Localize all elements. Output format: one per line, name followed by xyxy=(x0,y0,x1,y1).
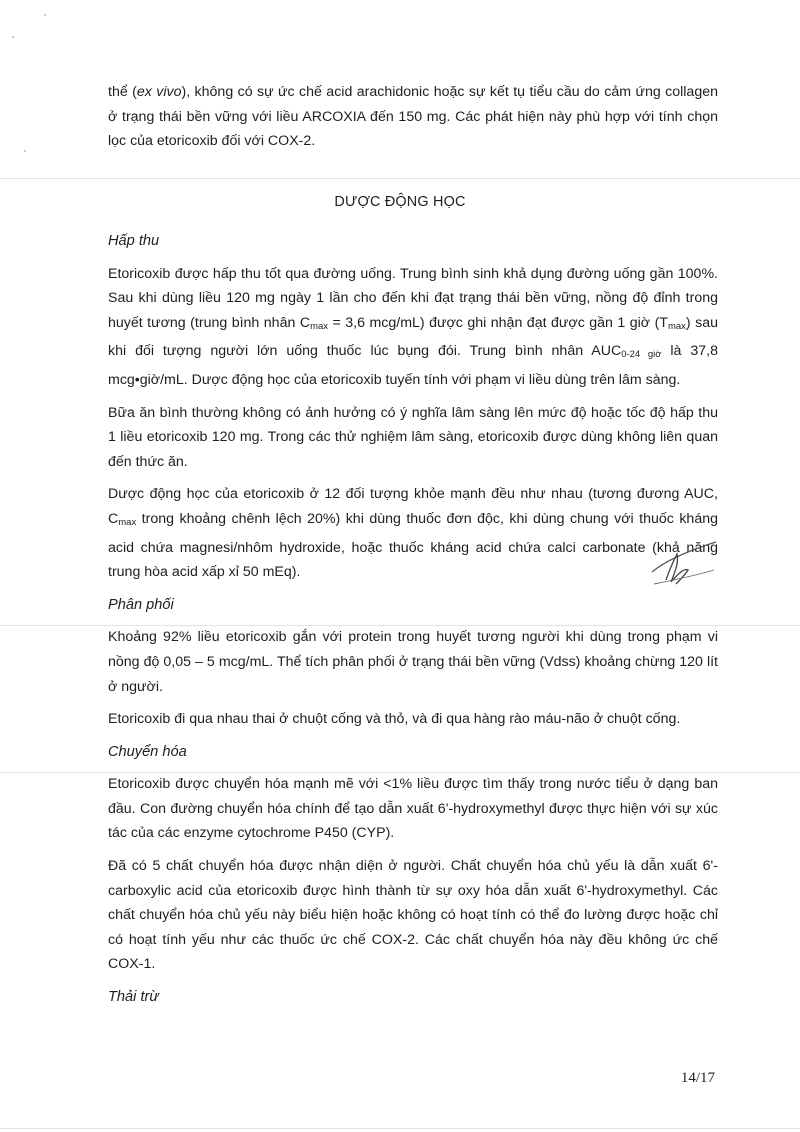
metabolism-paragraph-2: Đã có 5 chất chuyển hóa được nhận diện ở người. Chất chuyển hóa chủ yếu là dẫn xuất 6'-carboxylic acid của etoricoxib được hình thành từ sự oxy hóa dẫn xuất 6'-hydroxymethyl. Các chất chuyển hóa chủ yếu này biểu hiện hoặc không có hoạt tính có thể đo lường được hoặc chỉ có hoạt tính yếu như các thuốc ức chế COX-2. Các chất chuyển hóa này đều không ức chế COX-1. xyxy=(108,858,718,973)
absorption-paragraph-3 xyxy=(108,482,718,584)
subscript-max: max xyxy=(310,320,329,332)
scan-speck xyxy=(44,14,46,16)
absorption-text-b: = 3,6 mcg/mL) được ghi nhận đạt được gần 1 giờ (T xyxy=(328,314,668,331)
distribution-paragraph-2: Etoricoxib đi qua nhau thai ở chuột cống và thỏ, và đi qua hàng rào máu-não ở chuột cống. xyxy=(108,711,681,728)
subscript-max: max xyxy=(118,516,137,528)
scan-line xyxy=(0,178,800,179)
intro-text-end: ), không có sự ức chế acid arachidonic hoặc sự kết tụ tiểu cầu do cảm ứng collagen ở trạng thái bền vững với liều ARCOXIA đến 150 mg. Các phát hiện này phù hợp với tính chọn lọc của etoricoxib đối với COX-2. xyxy=(108,84,718,150)
metabolism-paragraph-1: Etoricoxib được chuyển hóa mạnh mẽ với <1% liều được tìm thấy trong nước tiểu ở dạng ban đầu. Con đường chuyển hóa chính để tạo dẫn xuất 6'-hydroxymethyl được thực hiện với sự xúc tác của các enzyme cytochrome P450 (CYP). xyxy=(108,776,718,842)
intro-block xyxy=(108,80,718,162)
absorption-p3-text-a: Dược động học của etoricoxib ở 12 đối tượng khỏe mạnh đều như nhau (tương đương AUC, C xyxy=(108,486,718,527)
section-title: DƯỢC ĐỘNG HỌC xyxy=(334,194,466,210)
distribution-paragraph-1: Khoảng 92% liều etoricoxib gắn với protein trong huyết tương người khi dùng trong phạm vi nồng độ 0,05 – 5 mcg/mL. Thể tích phân phối ở trạng thái bền vững (Vdss) khoảng chừng 120 lít ở người. xyxy=(108,629,718,695)
absorption-text-c: ) sau khi đối tượng người lớn uống thuốc lúc bụng đói. Trung bình nhân AUC xyxy=(108,314,718,360)
scan-speck xyxy=(12,36,14,38)
absorption-text-a: Etoricoxib được hấp thu tốt qua đường uống. Trung bình sinh khả dụng đường uống gần 100%. Sau khi dùng liều 120 mg ngày 1 lần cho đến khi đạt trạng thái bền vững, nồng độ đỉnh trong huyết tương (trung bình nhân C xyxy=(108,265,718,331)
intro-text-start: thể ( xyxy=(108,84,137,100)
page-number: 14/17 xyxy=(680,1070,715,1086)
subscript-auc-range: 0-24 giờ xyxy=(621,349,662,361)
heading-elimination: Thải trừ xyxy=(108,989,159,1006)
absorption-paragraph-1 xyxy=(108,262,718,393)
intro-paragraph xyxy=(108,80,718,154)
intro-italic-term: ex vivo xyxy=(136,84,182,100)
subscript-max: max xyxy=(667,320,686,332)
absorption-p3-text-b: trong khoảng chênh lệch 20%) khi dùng thuốc đơn độc, khi dùng chung với thuốc kháng acid chứa magnesi/nhôm hydroxide, hoặc thuốc kháng acid chứa calci carbonate (khả năng trung hòa acid xấp xỉ 50 mEq). xyxy=(108,510,718,581)
main-content xyxy=(108,229,718,1018)
handwritten-signature-mark xyxy=(644,540,734,590)
scan-speck xyxy=(24,150,26,152)
absorption-paragraph-2: Bữa ăn bình thường không có ảnh hưởng có ý nghĩa lâm sàng lên mức độ hoặc tốc độ hấp thu 1 liều etoricoxib 120 mg. Trong các thử nghiệm lâm sàng, etoricoxib được dùng không liên quan đến thức ăn. xyxy=(108,404,718,470)
scan-line xyxy=(0,1128,800,1129)
heading-metabolism: Chuyển hóa xyxy=(108,743,187,760)
heading-distribution: Phân phối xyxy=(108,596,174,613)
heading-absorption: Hấp thu xyxy=(108,233,160,249)
absorption-text-d: là 37,8 mcg•giờ/mL. Dược động học của etoricoxib tuyến tính với phạm vi liều dùng trên lâm sàng. xyxy=(108,343,718,388)
